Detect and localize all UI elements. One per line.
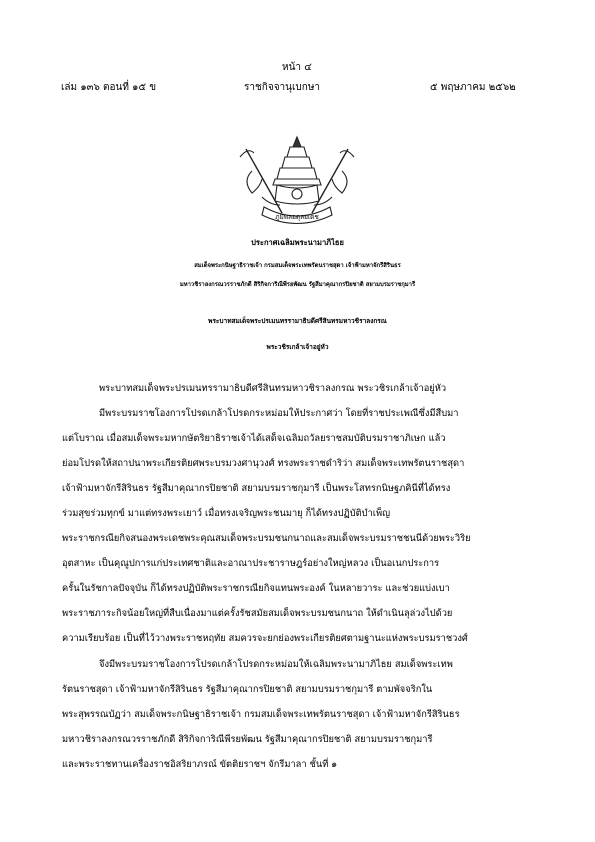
issue-date: ๕ พฤษภาคม ๒๕๖๒ — [430, 82, 516, 93]
volume-issue: เล่ม ๑๓๖ ตอนที่ ๑๕ ข — [61, 82, 157, 93]
body-line: พระบาทสมเด็จพระปรเมนทรรามาธิบดีศรีสินทรมหาวชิราลงกรณ พระวชิรเกล้าเจ้าอยู่หัว — [99, 383, 447, 394]
king-name-line-1: พระบาทสมเด็จพระปรเมนทรรามาธิบดีศรีสินทรมหาวชิราลงกรณ — [208, 317, 387, 325]
body-line: ร่วมสุขร่วมทุกข์ มาแต่ทรงพระเยาว์ เมื่อทรงเจริญพระชนมายุ ก็ได้ทรงปฏิบัติบำเพ็ญ — [62, 508, 391, 519]
king-name-line-2: พระวชิรเกล้าเจ้าอยู่หัว — [266, 343, 329, 351]
body-line: จึงมีพระบรมราชโองการโปรดเกล้าโปรดกระหม่อมให้เฉลิมพระนามาภิไธย สมเด็จพระเทพ — [99, 659, 453, 670]
body-line: อุตสาหะ เป็นคุณูปการแก่ประเทศชาติและอาณาประชาราษฎร์อย่างใหญ่หลวง เป็นอเนกประการ — [62, 558, 440, 569]
royal-emblem — [232, 135, 362, 230]
gazette-name: ราชกิจจานุเบกษา — [244, 82, 321, 93]
body-line: และพระราชทานเครื่องราชอิสริยาภรณ์ ขัตติยราชฯ จักรีมาลา ชั้นที่ ๑ — [62, 759, 338, 770]
document-title: ประกาศเฉลิมพระนามาภิไธย — [251, 238, 344, 247]
body-line: ย่อมโปรดให้สถาปนาพระเกียรติยศพระบรมวงศานุวงศ์ ทรงพระราชดำริว่า สมเด็จพระเทพรัตนราชสุดา — [62, 458, 465, 469]
body-line: แต่โบราณ เมื่อสมเด็จพระมหากษัตริยาธิราชเจ้าได้เสด็จเฉลิมถวัลยราชสมบัติบรมราชาภิเษก แล้ว — [62, 433, 446, 444]
subtitle-line-2: มหาวชิราลงกรณวรราชภักดี สิริกิจการิณีพีรยพัฒน รัฐสีมาคุณากรปิยชาติ สยามบรมราชกุมารี — [179, 281, 416, 288]
body-line: พระราชภาระกิจน้อยใหญ่ที่สืบเนื่องมาแต่ครั้งรัชสมัยสมเด็จพระบรมชนกนาถ ให้ดำเนินลุล่วงไปด้วย — [62, 608, 453, 619]
body-line: เจ้าฟ้ามหาจักรีสิรินธร รัฐสีมาคุณากรปิยชาติ สยามบรมราชกุมารี เป็นพระโสทรกนิษฐภคินีที่ได้ทรง — [62, 483, 451, 494]
page-number: หน้า ๔ — [282, 62, 312, 73]
body-line: รัตนราชสุดา เจ้าฟ้ามหาจักรีสิรินธร รัฐสีมาคุณากรปิยชาติ สยามบรมราชกุมารี ตามพัจจริกใน — [62, 684, 433, 695]
emblem-ribbon-text: ภูมิพลอดุลยเดช — [275, 213, 319, 221]
body-line: พระสุพรรณบัฏว่า สมเด็จพระกนิษฐาธิราชเจ้า กรมสมเด็จพระเทพรัตนราชสุดา เจ้าฟ้ามหาจักรีสิรินธร — [62, 709, 460, 720]
subtitle-line-1: สมเด็จพระกนิษฐาธิราชเจ้า กรมสมเด็จพระเทพรัตนราชสุดา เจ้าฟ้ามหาจักรีสิรินธร — [194, 262, 401, 269]
body-line: พระราชกรณียกิจสนองพระเดชพระคุณสมเด็จพระบรมชนกนาถและสมเด็จพระบรมราชชนนีด้วยพระวิริย — [62, 533, 471, 544]
body-line: ครั้นในรัชกาลปัจจุบัน ก็ได้ทรงปฏิบัติพระราชกรณียกิจแทนพระองค์ ในหลายวาระ และช่วยแบ่งเบา — [62, 583, 450, 594]
body-line: ความเรียบร้อย เป็นที่ไว้วางพระราชหฤทัย สมควรจะยกย่องพระเกียรติยศตามฐานะแห่งพระบรมราชวงศ์ — [62, 633, 468, 644]
body-line: มีพระบรมราชโองการโปรดเกล้าโปรดกระหม่อมให้ประกาศว่า โดยที่ราชประเพณีซึ่งมีสืบมา — [99, 408, 459, 419]
body-line: มหาวชิราลงกรณวรราชภักดี สิริกิจการิณีพีรยพัฒน รัฐสีมาคุณากรปิยชาติ สยามบรมราชกุมารี — [62, 734, 433, 745]
